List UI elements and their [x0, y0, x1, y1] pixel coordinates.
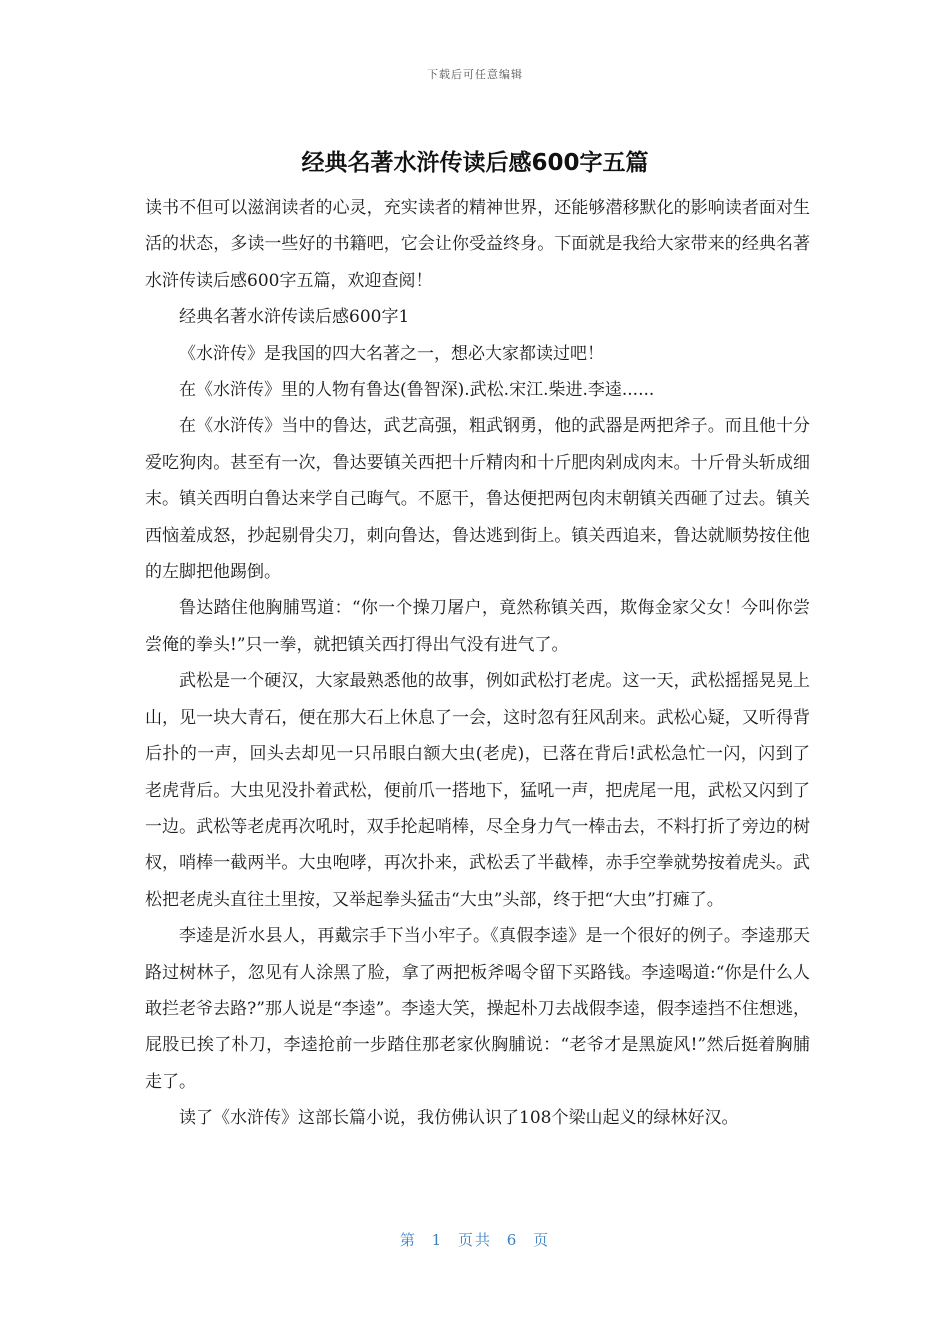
- page-header: 下载后可任意编辑: [427, 68, 523, 81]
- body-paragraph: 《水浒传》是我国的四大名著之一，想必大家都读过吧！: [179, 343, 604, 364]
- page-footer: 第 1 页共 6 页: [399, 1231, 551, 1249]
- intro-paragraph: 读书不但可以滋润读者的心灵，充实读者的精神世界，还能够潜移默化的影响读者面对生活的状态，多读一些好的书籍吧，它会让你受益终身。下面就是我给大家带来的经典名著水浒传读后感600字五篇，欢迎查阅！: [145, 198, 810, 291]
- document-body: [145, 190, 810, 1137]
- body-paragraph: 读了《水浒传》这部长篇小说，我仿佛认识了108个梁山起义的绿林好汉。: [179, 1108, 739, 1129]
- body-paragraph: 在《水浒传》当中的鲁达，武艺高强，粗武钢勇，他的武器是两把斧子。而且他十分爱吃狗肉。甚至有一次，鲁达要镇关西把十斤精肉和十斤肥肉剁成肉末。十斤骨头斩成细末。镇关西明白鲁达来学自己晦气。不愿干，鲁达便把两包肉末朝镇关西砸了过去。镇关西恼羞成怒，抄起剔骨尖刀，刺向鲁达，鲁达逃到街上。镇关西追来，鲁达就顺势按住他的左脚把他踢倒。: [145, 416, 810, 583]
- body-paragraph: 在《水浒传》里的人物有鲁达(鲁智深).武松.宋江.柴进.李逵......: [179, 380, 655, 401]
- body-paragraph: 李逵是沂水县人，再戴宗手下当小牢子。《真假李逵》是一个很好的例子。李逵那天路过树林子，忽见有人涂黑了脸，拿了两把板斧喝令留下买路钱。李逵喝道:“你是什么人敢拦老爷去路?”那人说是“李逵”。李逵大笑，操起朴刀去战假李逵，假李逵挡不住想逃，屁股已挨了朴刀，李逵抢前一步踏住那老家伙胸脯说：“老爷才是黑旋风!”然后挺着胸脯走了。: [145, 926, 810, 1092]
- body-paragraph: 鲁达踏住他胸脯骂道：“你一个操刀屠户，竟然称镇关西，欺侮金家父女！今叫你尝尝俺的拳头!”只一拳，就把镇关西打得出气没有进气了。: [145, 598, 810, 655]
- document-title: 经典名著水浒传读后感600字五篇: [301, 150, 649, 176]
- body-paragraph: 武松是一个硬汉，大家最熟悉他的故事，例如武松打老虎。这一天，武松摇摇晃晃上山，见一块大青石，便在那大石上休息了一会，这时忽有狂风刮来。武松心疑，又听得背后扑的一声，回头去却见一只吊眼白额大虫(老虎)，已落在背后!武松急忙一闪，闪到了老虎背后。大虫见没扑着武松，便前爪一搭地下，猛吼一声，把虎尾一甩，武松又闪到了一边。武松等老虎再次吼时，双手抡起哨棒，尽全身力气一棒击去，不料打折了旁边的树杈，哨棒一截两半。大虫咆哮，再次扑来，武松丢了半截棒，赤手空拳就势按着虎头。武松把老虎头直往土里按，又举起拳头猛击“大虫”头部，终于把“大虫”打瘫了。: [145, 671, 810, 910]
- section-heading: 经典名著水浒传读后感600字1: [179, 307, 410, 328]
